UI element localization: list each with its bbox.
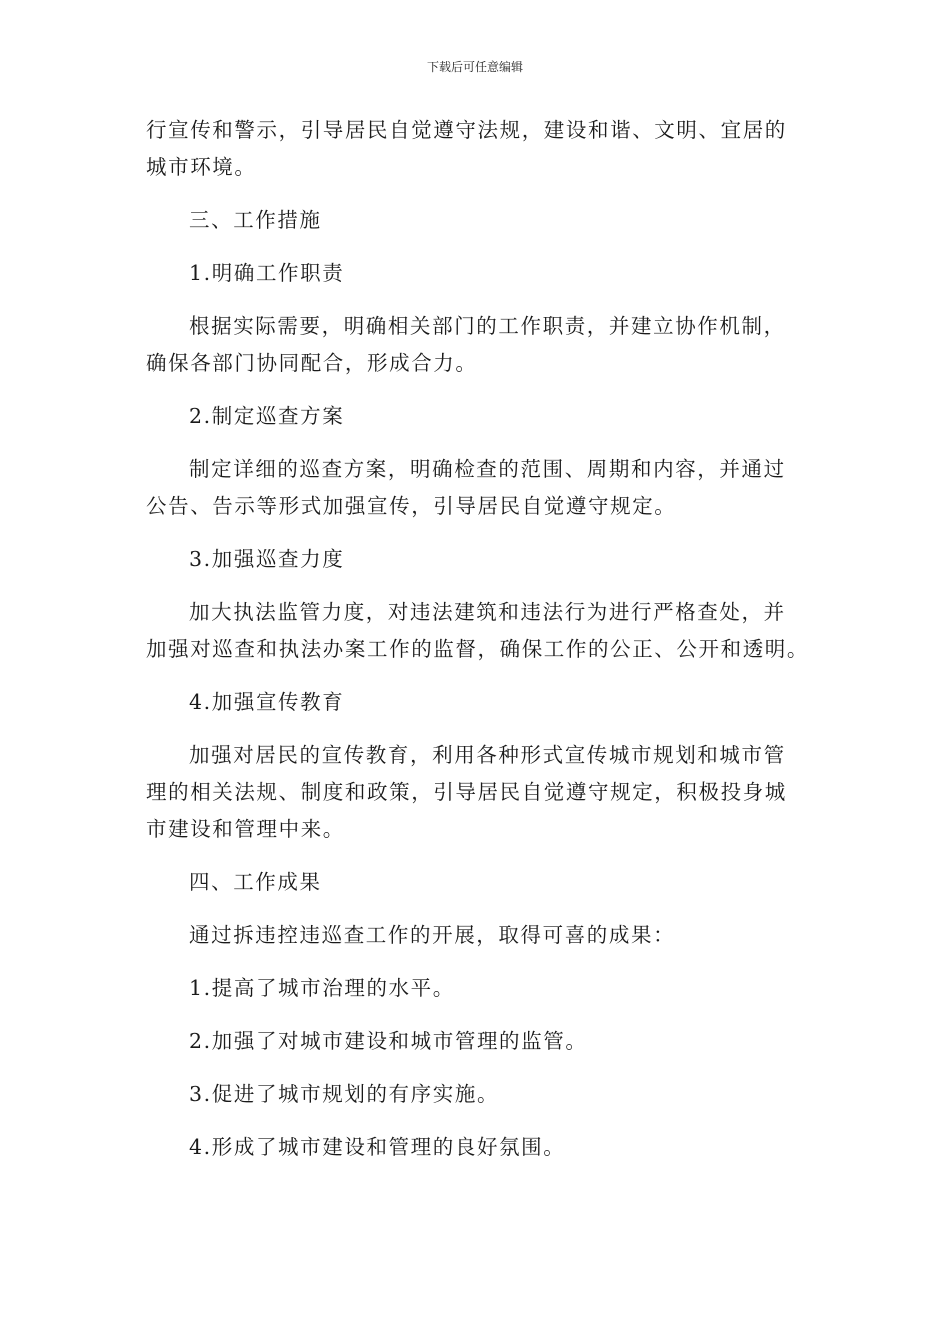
paragraph-line: 行宣传和警示，引导居民自觉遵守法规，建设和谐、文明、宜居的 <box>146 118 787 142</box>
paragraph-line: 确保各部门协同配合，形成合力。 <box>146 351 478 375</box>
paragraph-line: 根据实际需要，明确相关部门的工作职责，并建立协作机制， <box>189 314 786 338</box>
document-body <box>146 112 809 1166</box>
subsection-heading: 1.明确工作职责 <box>189 261 345 285</box>
subsection-heading: 3.加强巡查力度 <box>189 547 345 571</box>
paragraph-line: 制定详细的巡查方案，明确检查的范围、周期和内容，并通过 <box>189 457 786 481</box>
page-header: 下载后可任意编辑 <box>426 60 523 74</box>
paragraph-line: 加大执法监管力度，对违法建筑和违法行为进行严格查处，并 <box>189 600 786 624</box>
paragraph-line: 公告、告示等形式加强宣传，引导居民自觉遵守规定。 <box>146 494 677 518</box>
subsection-heading: 2.制定巡查方案 <box>189 404 345 428</box>
section-heading: 三、工作措施 <box>189 208 322 232</box>
subsection-heading: 4.加强宣传教育 <box>189 690 345 714</box>
paragraph-line: 加强对巡查和执法办案工作的监督，确保工作的公正、公开和透明。 <box>146 637 809 661</box>
paragraph-line: 城市环境。 <box>146 155 257 179</box>
list-item: 2.加强了对城市建设和城市管理的监管。 <box>189 1029 588 1053</box>
section-heading: 四、工作成果 <box>189 870 322 894</box>
list-item: 4.形成了城市建设和管理的良好氛围。 <box>189 1135 566 1159</box>
list-item: 3.促进了城市规划的有序实施。 <box>189 1082 500 1106</box>
list-item: 1.提高了城市治理的水平。 <box>189 976 455 1000</box>
paragraph-line: 理的相关法规、制度和政策，引导居民自觉遵守规定，积极投身城 <box>146 780 787 804</box>
paragraph-line: 市建设和管理中来。 <box>146 817 345 841</box>
paragraph-line: 通过拆违控违巡查工作的开展，取得可喜的成果： <box>189 923 676 947</box>
paragraph-line: 加强对居民的宣传教育，利用各种形式宣传城市规划和城市管 <box>189 743 786 767</box>
